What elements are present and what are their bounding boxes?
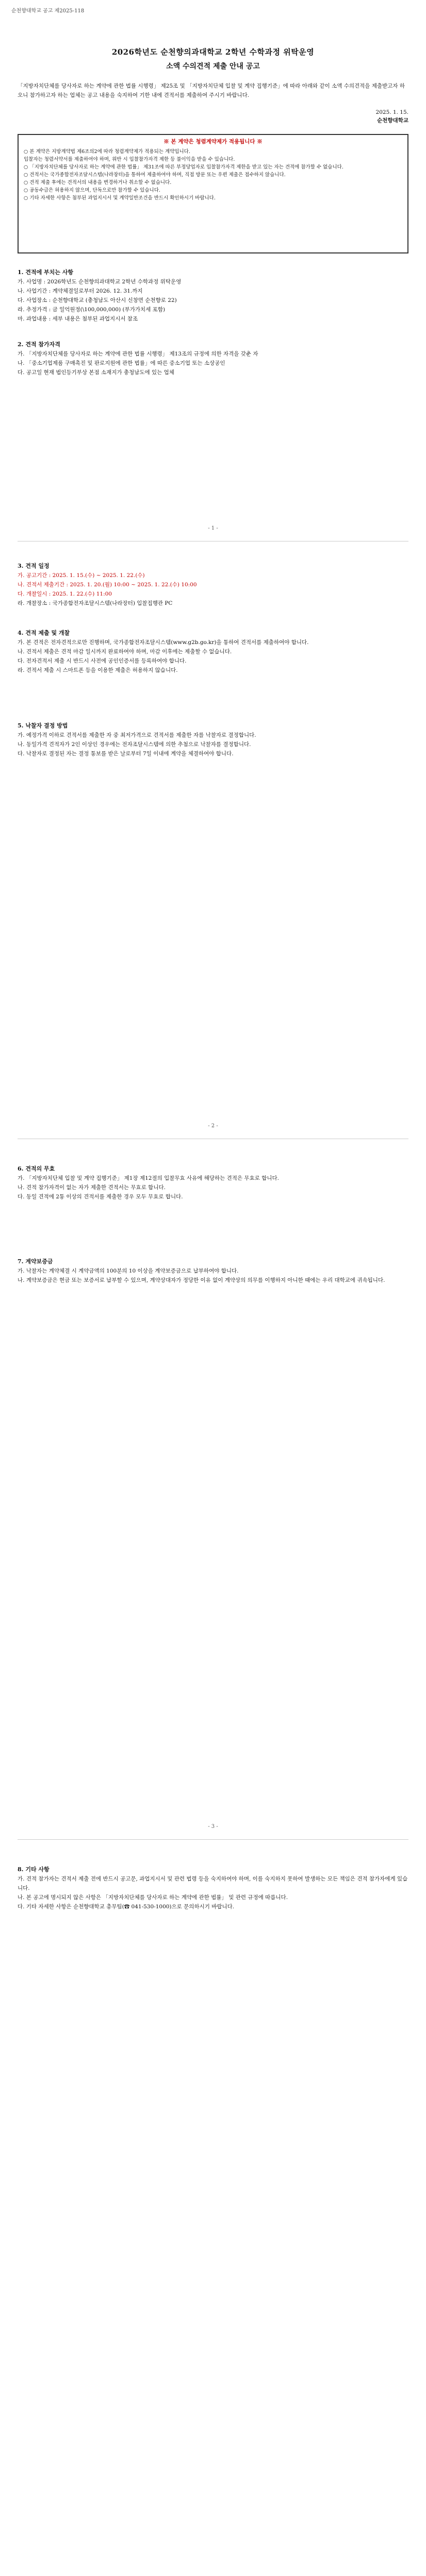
integrity-box-line: 입찰자는 청렴서약서를 제출하여야 하며, 위반 시 입찰참가자격 제한 등 불이익을 받을 수 있습니다. [24,157,235,162]
integrity-box-heading: ※ 본 계약은 청렴계약제가 적용됩니다 ※ [163,139,263,145]
section-item: 가. 「지방자치단체 입찰 및 계약 집행기준」 제1장 제12절의 입찰무효 사유에 해당하는 견적은 무효로 합니다. [18,1175,279,1181]
page-number: - 3 - [208,1824,218,1829]
section-item: 가. 공고기간 : 2025. 1. 15.(수) ~ 2025. 1. 22.(수) [18,572,145,579]
section-4 [18,629,408,675]
section-item: 다. 동일 견적에 2통 이상의 견적서를 제출한 경우 모두 무효로 합니다. [18,1194,183,1200]
document-subtitle: 소액 수의견적 제출 안내 공고 [166,62,260,71]
integrity-box-line: ○ 기타 자세한 사항은 첨부된 과업지시서 및 계약일반조건을 반드시 확인하시기 바랍니다. [24,195,216,201]
section-item: 가. 사업명 : 2026학년도 순천향의과대학교 2학년 수학과정 위탁운영 [18,279,182,285]
section-item: 라. 개찰장소 : 국가종합전자조달시스템(나라장터) 입찰집행관 PC [18,600,173,606]
section-2 [18,340,408,377]
notice-organization: 순천향대학교 [377,117,408,124]
integrity-box-line: ○ 견적 제출 후에는 견적서의 내용을 변경하거나 취소할 수 없습니다. [24,180,172,185]
section-item: 가. 본 견적은 전자견적으로만 진행하며, 국가종합전자조달시스템(www.g2b.go.kr)을 통하여 견적서를 제출하여야 합니다. [18,639,309,646]
section-1 [18,268,408,324]
section-item: 가. 「지방자치단체를 당사자로 하는 계약에 관한 법률 시행령」 제13조의 규정에 의한 자격을 갖춘 자 [18,351,258,357]
section-item: 다. 공고일 현재 법인등기부상 본점 소재지가 충청남도에 있는 업체 [18,369,174,376]
section-heading: 6. 견적의 무효 [18,1165,55,1172]
section-heading: 2. 견적 참가자격 [18,341,60,348]
section-item: 나. 동일가격 견적자가 2인 이상인 경우에는 전자조달시스템에 의한 추첨으로 낙찰자를 결정합니다. [18,741,251,748]
section-7 [18,1257,408,1285]
section-heading: 8. 기타 사항 [18,1866,50,1873]
section-item: 나. 견적서 제출은 견적 마감 일시까지 완료하여야 하며, 마감 이후에는 제출할 수 없습니다. [18,649,232,655]
notice-date: 2025. 1. 15. [375,109,408,115]
page-divider [18,1839,408,1840]
section-6 [18,1164,408,1201]
section-heading: 1. 견적에 부치는 사항 [18,269,73,276]
notice-date-block [376,108,408,125]
notice-number: 순천향대학교 공고 제2025-118 [11,8,85,14]
integrity-notice-box [18,134,408,253]
section-item: 나. 계약보증금은 현금 또는 보증서로 납부할 수 있으며, 계약상대자가 정당한 이유 없이 계약상의 의무를 이행하지 아니한 때에는 우리 대학교에 귀속됩니다. [18,1277,385,1283]
section-item: 다. 개찰일시 : 2025. 1. 22.(수) 11:00 [18,591,112,597]
integrity-box-line: ○ 공동수급은 허용하지 않으며, 단독으로만 참가할 수 있습니다. [24,188,160,193]
section-heading: 7. 계약보증금 [18,1258,53,1265]
integrity-box-line: ○ 「지방자치단체를 당사자로 하는 계약에 관한 법률」 제31조에 따른 부정당업자로 입찰참가자격 제한을 받고 있는 자는 견적에 참가할 수 없습니다. [24,164,343,170]
section-item: 나. 견적서 제출기간 : 2025. 1. 20.(월) 10:00 ~ 2025. 1. 22.(수) 10:00 [18,582,197,588]
intro-paragraph: 「지방자치단체를 당사자로 하는 계약에 관한 법률 시행령」 제25조 및 「지방자치단체 입찰 및 계약 집행기준」에 따라 아래와 같이 소액 수의견적을 제출받고자 하오니 참가하고자 하는 업체는 공고 내용을 숙지하여 기한 내에 견적서를 제출하여 주시기 바랍니다. [18,83,405,98]
section-heading: 3. 견적 일정 [18,563,50,569]
section-heading: 4. 견적 제출 및 개찰 [18,630,70,636]
section-item: 가. 견적 참가자는 견적서 제출 전에 반드시 공고문, 과업지시서 및 관련 법령 등을 숙지하여야 하며, 이를 숙지하지 못하여 발생하는 모든 책임은 견적 참가자에게 있습니다. [18,1876,408,1891]
section-heading: 5. 낙찰자 결정 방법 [18,722,68,729]
integrity-box-line: ○ 견적서는 국가종합전자조달시스템(나라장터)을 통하여 제출하여야 하며, 직접 방문 또는 우편 제출은 접수하지 않습니다. [24,172,286,178]
section-item: 마. 과업내용 : 세부 내용은 첨부된 과업지시서 참조 [18,316,138,322]
section-item: 라. 견적서 제출 시 스마트폰 등을 이용한 제출은 허용하지 않습니다. [18,667,178,673]
section-item: 다. 기타 자세한 사항은 순천향대학교 총무팀(☎ 041-530-1000)으로 문의하시기 바랍니다. [18,1904,235,1910]
section-item: 가. 예정가격 이하로 견적서를 제출한 자 중 최저가격으로 견적서를 제출한 자를 낙찰자로 결정합니다. [18,732,256,738]
section-item: 나. 사업기간 : 계약체결일로부터 2026. 12. 31.까지 [18,288,143,294]
section-item: 나. 본 공고에 명시되지 않은 사항은 「지방자치단체를 당사자로 하는 계약에 관한 법률」 및 관련 규정에 따릅니다. [18,1894,288,1901]
section-5 [18,721,408,758]
section-item: 라. 추정가격 : 금 일억원정(\100,000,000) (부가가치세 포함) [18,307,166,313]
page-number: - 2 - [208,1123,218,1129]
section-item: 다. 사업장소 : 순천향대학교 (충청남도 아산시 신창면 순천향로 22) [18,297,177,303]
document-title: 2026학년도 순천향의과대학교 2학년 수학과정 위탁운영 [111,47,315,57]
section-item: 나. 「중소기업제품 구매촉진 및 판로지원에 관한 법률」에 따른 중소기업 또는 소상공인 [18,360,225,366]
section-item: 나. 견적 참가자격이 없는 자가 제출한 견적서는 무효로 합니다. [18,1184,166,1191]
section-8 [18,1865,408,1911]
section-3 [18,562,408,608]
page-number: - 1 - [208,526,218,531]
section-item: 가. 낙찰자는 계약체결 시 계약금액의 100분의 10 이상을 계약보증금으로 납부하여야 합니다. [18,1268,239,1274]
section-item: 다. 낙찰자로 결정된 자는 결정 통보를 받은 날로부터 7일 이내에 계약을 체결하여야 합니다. [18,751,234,757]
integrity-box-line: ○ 본 계약은 지방계약법 제6조의2에 따라 청렴계약제가 적용되는 계약입니다. [24,149,190,155]
section-item: 다. 전자견적서 제출 시 반드시 사전에 공인인증서를 등록하여야 합니다. [18,658,187,664]
